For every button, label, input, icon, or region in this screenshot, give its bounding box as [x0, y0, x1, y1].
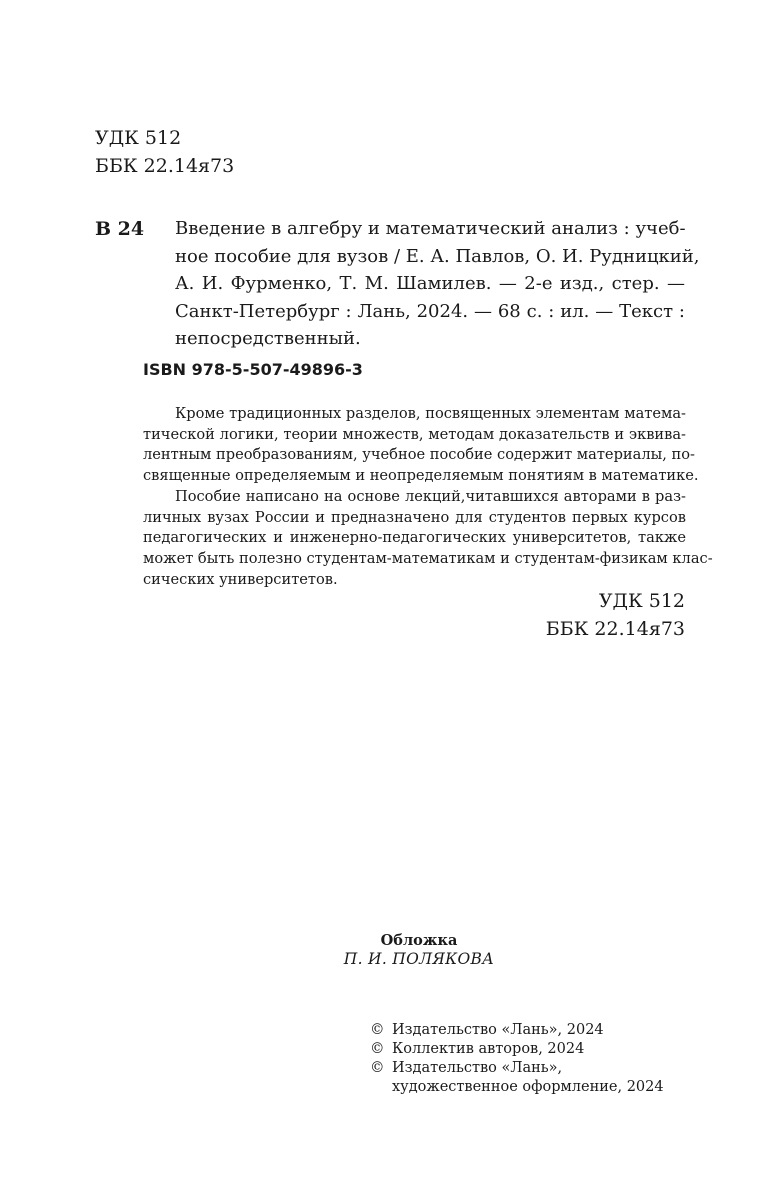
biblio-line: непосредственный.: [175, 328, 361, 349]
cover-credit-name: П. И. ПОЛЯКОВА: [343, 950, 495, 968]
copyright-text: художественное оформление, 2024: [392, 1079, 664, 1095]
abstract-line: тической логики, теории множеств, методам доказательств и эквива-: [143, 425, 686, 443]
copyright-line: [370, 1059, 664, 1078]
cover-credit: [0, 931, 768, 969]
classification-codes-top: [95, 124, 234, 180]
copyright-text: Коллектив авторов, 2024: [392, 1041, 585, 1057]
abstract-line: Кроме традиционных разделов, посвященных элементам матема-: [175, 405, 686, 422]
bbk-code: ББК 22.14я73: [95, 155, 235, 177]
udk-code: УДК 512: [95, 127, 182, 149]
abstract-line: Пособие написано на основе лекций,читавшихся авторами в раз-: [175, 487, 686, 505]
bibliographic-record: [175, 215, 700, 353]
abstract: [143, 404, 713, 590]
copyright-text: Издательство «Лань», 2024: [392, 1022, 604, 1038]
copyright-block: [370, 1021, 664, 1097]
biblio-line: Санкт-Петербург : Лань, 2024. — 68 с. : ил. — Текст :: [175, 300, 685, 322]
abstract-line: педагогических и инженерно-педагогических университетов, также: [143, 529, 686, 547]
udk-code: УДК 512: [598, 590, 685, 612]
abstract-line: может быть полезно студентам-математикам и студентам-физикам клас-: [143, 549, 713, 567]
isbn: ISBN 978-5-507-49896-3: [143, 360, 363, 379]
bbk-code: ББК 22.14я73: [545, 618, 685, 640]
biblio-line: ное пособие для вузов / Е. А. Павлов, О. И. Рудницкий,: [175, 245, 700, 267]
copyright-line: [370, 1040, 664, 1059]
copyright-line: [370, 1078, 664, 1097]
abstract-line: личных вузах России и предназначено для студентов первых курсов: [143, 508, 686, 526]
abstract-line: лентным преобразованиям, учебное пособие содержит материалы, по-: [143, 446, 695, 464]
biblio-line: Введение в алгебру и математический анализ : учеб-: [175, 218, 686, 239]
copyright-text: Издательство «Лань»,: [392, 1060, 563, 1076]
cover-credit-label: Обложка: [380, 932, 458, 949]
copyright-icon: ©: [370, 1060, 385, 1076]
abstract-line: священные определяемым и неопределяемым понятиям в математике.: [143, 467, 699, 485]
copyright-indent: [370, 1078, 392, 1097]
classification-codes-bottom: [546, 587, 685, 643]
copyright-icon: ©: [370, 1022, 385, 1038]
abstract-line: сических университетов.: [143, 570, 338, 588]
biblio-line: А. И. Фурменко, Т. М. Шамилев. — 2-е изд., стер. —: [175, 273, 685, 294]
copyright-line: [370, 1021, 664, 1040]
copyright-icon: ©: [370, 1041, 385, 1057]
author-mark: В 24: [95, 218, 145, 240]
